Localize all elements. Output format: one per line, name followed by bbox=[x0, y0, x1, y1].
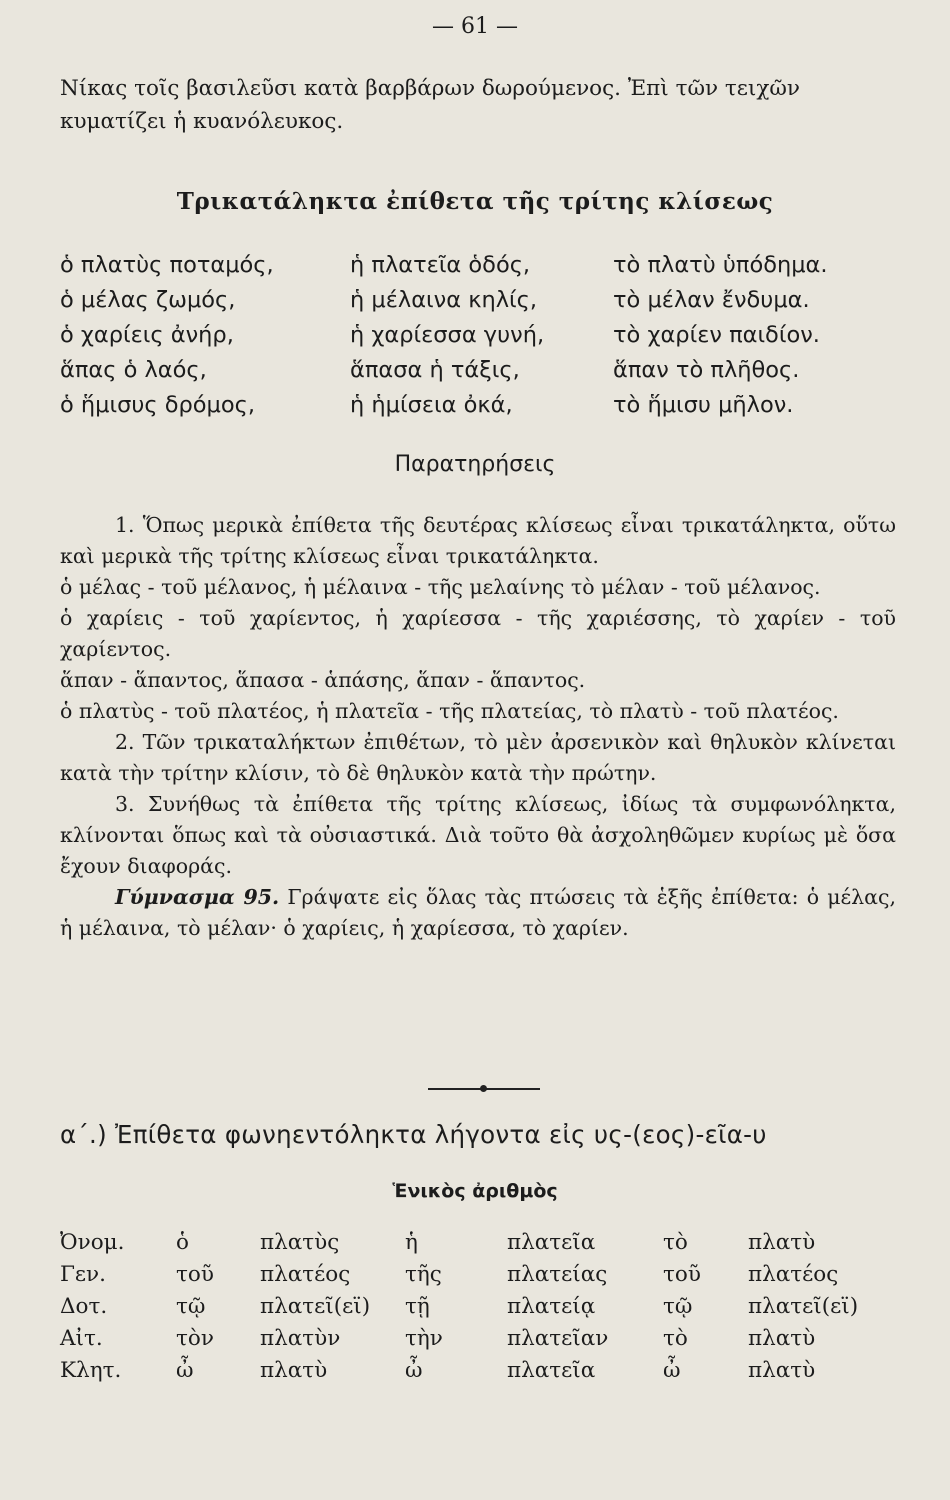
page-number: — 61 — bbox=[432, 14, 518, 39]
exercise-label: Γύμνασμα 95. bbox=[115, 885, 280, 909]
declension-line-hapas: ἅπαν - ἅπαντος, ἅπασα - ἁπάσης, ἅπαν - ἅπαντος. bbox=[60, 668, 586, 692]
form-masc: πλατεῖ(εϊ) bbox=[260, 1294, 371, 1319]
neuter-example: τὸ μέλαν ἔνδυμα. bbox=[613, 287, 810, 313]
case-label: Ὀνομ. bbox=[60, 1230, 125, 1255]
divider-dot bbox=[480, 1085, 487, 1092]
article-neut: τὸ bbox=[663, 1326, 688, 1351]
form-neut: πλατὺ bbox=[748, 1326, 816, 1351]
exercise-text: Γράψατε εἰς ὅλας τὰς πτώσεις τὰ ἑξῆς ἐπίθετα: ὁ μέλας, ἡ μέλαινα, τὸ μέλαν· ὁ χαρίεις, ἡ χαρίεσσα, τὸ χαρίεν. bbox=[60, 885, 897, 940]
form-neut: πλατεῖ(εϊ) bbox=[748, 1294, 859, 1319]
form-fem: πλατείας bbox=[507, 1262, 608, 1287]
subheading-singular: Ἑνικὸς ἀριθμὸς bbox=[392, 1180, 558, 1202]
masculine-example: ὁ χαρίεις ἀνήρ, bbox=[60, 322, 234, 348]
masculine-example: ἅπας ὁ λαός, bbox=[60, 357, 207, 383]
feminine-example: ἡ μέλαινα κηλίς, bbox=[350, 287, 538, 313]
form-neut: πλατέος bbox=[748, 1262, 839, 1287]
article-masc: τὸν bbox=[176, 1326, 214, 1351]
observations-text bbox=[60, 510, 896, 944]
article-neut: τὸ bbox=[663, 1230, 688, 1255]
article-fem: ὦ bbox=[405, 1358, 423, 1383]
observation-1: 1. Ὅπως μερικὰ ἐπίθετα τῆς δευτέρας κλίσεως εἶναι τρικατάληκτα, οὕτω καὶ μερικὰ τῆς τρίτης κλίσεως εἶναι τρικατάληκτα. bbox=[60, 513, 896, 568]
intro-text bbox=[60, 72, 900, 138]
feminine-example: ἡ χαρίεσσα γυνή, bbox=[350, 322, 545, 348]
article-neut: τοῦ bbox=[663, 1262, 701, 1287]
form-neut: πλατὺ bbox=[748, 1230, 816, 1255]
form-fem: πλατείᾳ bbox=[507, 1294, 596, 1319]
masculine-example: ὁ πλατὺς ποταμός, bbox=[60, 252, 274, 278]
intro-line: Νίκας τοῖς βασιλεῦσι κατὰ βαρβάρων δωρούμενος. Ἐπὶ τῶν τειχῶν bbox=[60, 76, 800, 101]
form-neut: πλατὺ bbox=[748, 1358, 816, 1383]
observation-2: 2. Τῶν τρικαταλήκτων ἐπιθέτων, τὸ μὲν ἀρσενικὸν καὶ θηλυκὸν κλίνεται κατὰ τὴν τρίτην κλίσιν, τὸ δὲ θηλυκὸν κατὰ τὴν πρώτην. bbox=[60, 730, 896, 785]
article-fem: τὴν bbox=[405, 1326, 443, 1351]
case-label: Αἰτ. bbox=[60, 1326, 103, 1351]
case-label: Δοτ. bbox=[60, 1294, 108, 1319]
neuter-example: τὸ πλατὺ ὑπόδημα. bbox=[613, 252, 828, 278]
feminine-example: ἡ ἡμίσεια ὀκά, bbox=[350, 392, 513, 418]
masculine-example: ὁ ἥμισυς δρόμος, bbox=[60, 392, 255, 418]
exercise-95 bbox=[60, 882, 896, 944]
article-fem: τῇ bbox=[405, 1294, 430, 1319]
form-fem: πλατεῖα bbox=[507, 1230, 596, 1255]
neuter-example: τὸ χαρίεν παιδίον. bbox=[613, 322, 820, 348]
observation-3: 3. Συνήθως τὰ ἐπίθετα τῆς τρίτης κλίσεως, ἰδίως τὰ συμφωνόληκτα, κλίνονται ὅπως καὶ τὰ οὐσιαστικά. Διὰ τοῦτο θὰ ἀσχοληθῶμεν κυρίως μὲ ὅσα ἔχουν διαφοράς. bbox=[60, 792, 896, 878]
article-masc: τῷ bbox=[176, 1294, 206, 1319]
feminine-example: ἅπασα ἡ τάξις, bbox=[350, 357, 520, 383]
neuter-example: ἅπαν τὸ πλῆθος. bbox=[613, 357, 800, 383]
article-masc: ὁ bbox=[176, 1230, 189, 1255]
form-fem: πλατεῖαν bbox=[507, 1326, 609, 1351]
declension-line-platys: ὁ πλατὺς - τοῦ πλατέος, ἡ πλατεῖα - τῆς πλατείας, τὸ πλατὺ - τοῦ πλατέος. bbox=[60, 699, 839, 723]
declension-line-melas: ὁ μέλας - τοῦ μέλανος, ἡ μέλαινα - τῆς μελαίνης τὸ μέλαν - τοῦ μέλανος. bbox=[60, 575, 821, 599]
neuter-example: τὸ ἥμισυ μῆλον. bbox=[613, 392, 794, 418]
section-heading-triconsonant: Τρικατάληκτα ἐπίθετα τῆς τρίτης κλίσεως bbox=[176, 188, 774, 215]
masculine-example: ὁ μέλας ζωμός, bbox=[60, 287, 236, 313]
form-masc: πλατέος bbox=[260, 1262, 351, 1287]
feminine-example: ἡ πλατεῖα ὁδός, bbox=[350, 252, 531, 278]
form-masc: πλατὺς bbox=[260, 1230, 340, 1255]
section-heading-alpha: α΄.) Ἐπίθετα φωνηεντόληκτα λήγοντα εἰς υς-(εος)-εῖα-υ bbox=[60, 1120, 767, 1149]
article-fem: ἡ bbox=[405, 1230, 418, 1255]
article-masc: ὦ bbox=[176, 1358, 194, 1383]
section-heading-observations: Παρατηρήσεις bbox=[394, 452, 556, 477]
form-masc: πλατὺ bbox=[260, 1358, 328, 1383]
article-fem: τῆς bbox=[405, 1262, 442, 1287]
form-fem: πλατεῖα bbox=[507, 1358, 596, 1383]
intro-line: κυματίζει ἡ κυανόλευκος. bbox=[60, 109, 344, 134]
declension-line-charieis: ὁ χαρίεις - τοῦ χαρίεντος, ἡ χαρίεσσα - τῆς χαριέσσης, τὸ χαρίεν - τοῦ χαρίεντος. bbox=[60, 606, 896, 661]
article-neut: ὦ bbox=[663, 1358, 681, 1383]
case-label: Κλητ. bbox=[60, 1358, 122, 1383]
article-masc: τοῦ bbox=[176, 1262, 214, 1287]
article-neut: τῷ bbox=[663, 1294, 693, 1319]
form-masc: πλατὺν bbox=[260, 1326, 341, 1351]
case-label: Γεν. bbox=[60, 1262, 106, 1287]
